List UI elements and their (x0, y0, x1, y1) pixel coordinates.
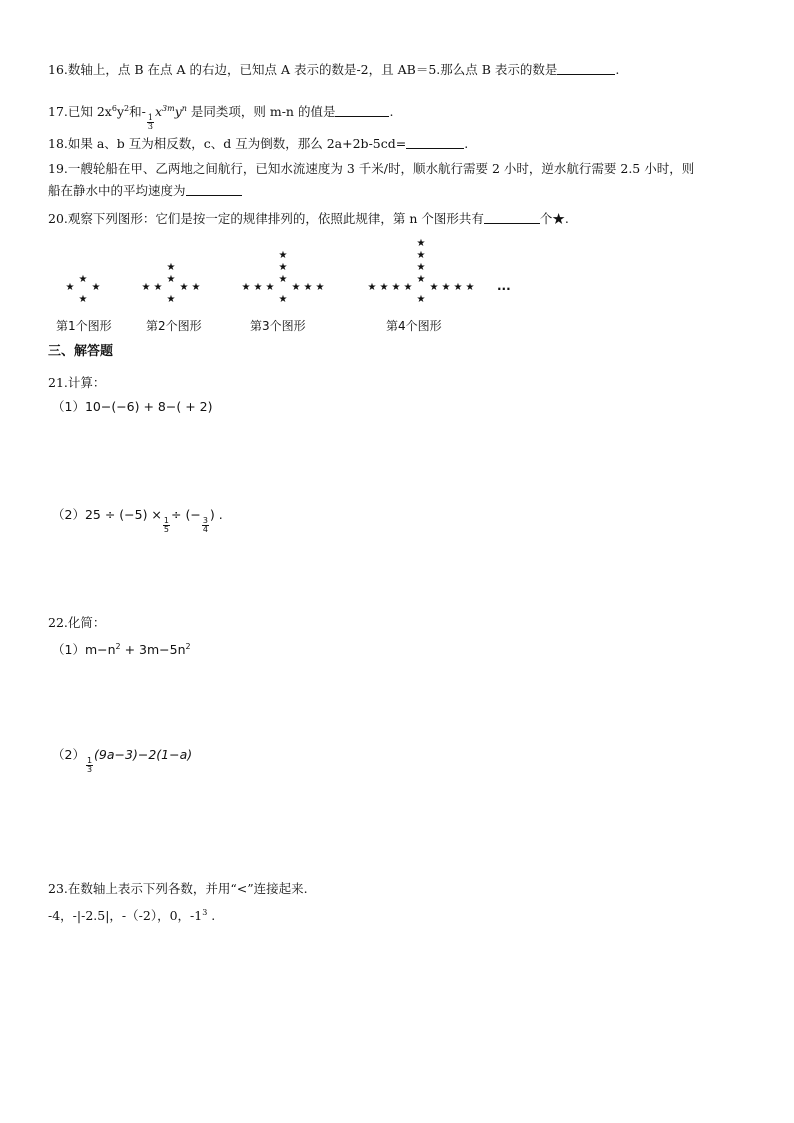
question-23-title: 23.在数轴上表示下列各数，并用“<”连接起来. (48, 881, 308, 896)
star-layer (66, 238, 475, 305)
question-20: 20.观察下列图形：它们是按一定的规律排列的，依照此规律，第 n 个图形共有 个★. (48, 211, 569, 226)
star-icon: ★ (291, 282, 301, 293)
answer-blank-19[interactable] (186, 183, 242, 196)
star-icon: ★ (241, 282, 251, 293)
star-pattern-figures (0, 228, 794, 312)
star-icon: ★ (416, 262, 426, 273)
question-21-part-2: （2）25 ÷ (−5) × $\frac{1}{5}$ ÷ (− $\frac{3}{4}$ ) . (52, 507, 223, 534)
star-icon: ★ (303, 282, 313, 293)
figure-label-3: 第3个图形 (250, 319, 306, 333)
star-icon: ★ (166, 262, 176, 273)
question-19-line-1: 19.一艘轮船在甲、乙两地之间航行，已知水流速度为 3 千米/时，顺水航行需要 2 小时，逆水航行需要 2.5 小时，则 (48, 161, 695, 176)
star-icon: ★ (278, 294, 288, 305)
star-icon: ★ (141, 282, 151, 293)
star-icon: ★ (253, 282, 263, 293)
question-16-text: 16.数轴上，点 B 在点 A 的右边，已知点 A 表示的数是-2，且 AB＝5.那么点 B 表示的数是 (48, 62, 558, 77)
question-22-title: 22.化简： (48, 615, 106, 630)
fraction-one-third: $\frac{1}{3}$ (147, 113, 153, 131)
ellipsis: ··· (497, 282, 511, 296)
question-16: 16.数轴上，点 B 在点 A 的右边，已知点 A 表示的数是-2，且 AB＝5.那么点 B 表示的数是 . (48, 62, 620, 77)
star-icon: ★ (278, 262, 288, 273)
star-icon: ★ (416, 294, 426, 305)
star-icon: ★ (379, 282, 389, 293)
figure-label-2: 第2个图形 (146, 319, 202, 333)
star-icon: ★ (153, 282, 163, 293)
star-icon: ★ (429, 282, 439, 293)
star-icon: ★ (191, 282, 201, 293)
star-icon: ★ (78, 294, 88, 305)
star-icon: ★ (65, 282, 75, 293)
figure-label-4: 第4个图形 (386, 319, 442, 333)
star-icon: ★ (441, 282, 451, 293)
question-17: 17.已知 $2x^6y^2$和- $\frac{1}{3}$ $x^{3m}y^n$ 是同类项，则 m-n 的值是 . (48, 104, 394, 131)
star-icon: ★ (166, 274, 176, 285)
question-19-line-2: 船在静水中的平均速度为 (48, 183, 186, 198)
answer-blank-18[interactable] (406, 136, 464, 149)
star-icon: ★ (465, 282, 475, 293)
answer-blank-17[interactable] (335, 104, 389, 117)
star-icon: ★ (403, 282, 413, 293)
star-icon: ★ (416, 274, 426, 285)
question-21-part-1: （1）10−(−6) + 8−( + 2) (52, 399, 213, 414)
question-21-title: 21.计算： (48, 375, 106, 390)
star-icon: ★ (78, 274, 88, 285)
star-icon: ★ (416, 250, 426, 261)
question-22-part-1: $(1)m-n^2 + 3m-5n^2$ (52, 642, 191, 657)
star-icon: ★ (278, 274, 288, 285)
figure-label-1: 第1个图形 (56, 319, 112, 333)
question-18: 18.如果 a、b 互为相反数，c、d 互为倒数，那么 2a+2b-5cd= . (48, 136, 469, 151)
question-22-part-2: （2） $\frac{1}{3}$ (9a−3)−2(1−a) (52, 747, 193, 774)
answer-blank-16[interactable] (557, 62, 615, 75)
star-icon: ★ (315, 282, 325, 293)
answer-blank-20[interactable] (484, 211, 540, 224)
star-icon: ★ (278, 250, 288, 261)
star-icon: ★ (166, 294, 176, 305)
star-icon: ★ (179, 282, 189, 293)
question-23-numbers: -4，-|-2.5|，-（-2），0，$-1^3$ . (48, 908, 216, 923)
star-icon: ★ (265, 282, 275, 293)
question-19 (48, 160, 694, 200)
section-heading: 三、解答题 (48, 344, 114, 359)
star-icon: ★ (391, 282, 401, 293)
star-icon: ★ (453, 282, 463, 293)
star-icon: ★ (367, 282, 377, 293)
star-icon: ★ (416, 238, 426, 249)
star-icon: ★ (91, 282, 101, 293)
